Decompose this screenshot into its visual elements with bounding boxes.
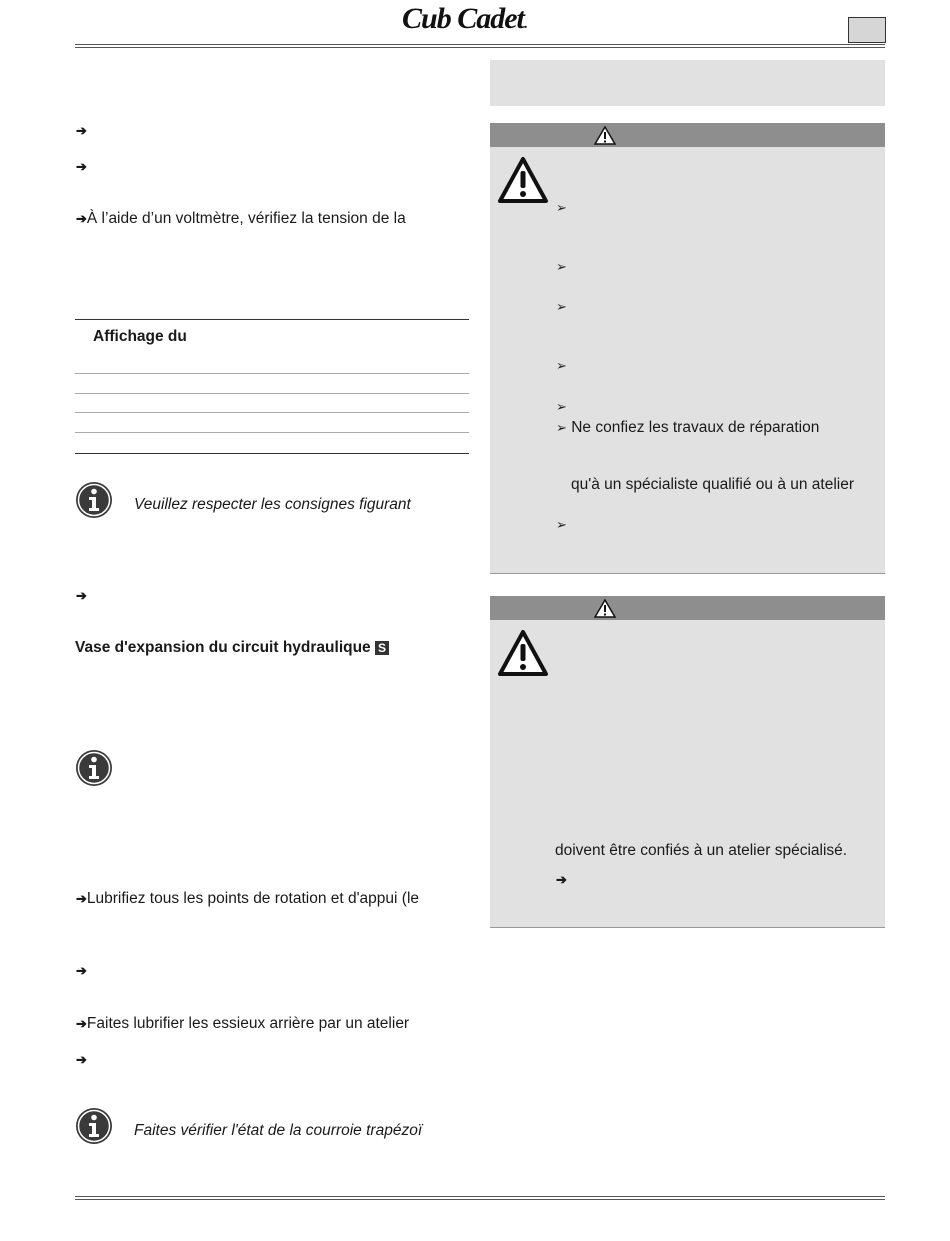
chevron-bullet-icon: ➢ [556,358,567,373]
warning-box-2 [490,619,885,927]
arrow-icon: ➔ [76,1016,87,1031]
table-top-rule [75,319,469,320]
footer-rule [75,1196,885,1197]
header-rule [75,44,885,45]
brand-logo: Cub Cadet. [402,2,527,35]
footer-rule-2 [75,1199,885,1200]
table-bottom-rule [75,453,469,454]
info-icon [75,1107,113,1145]
info-note-1: Veuillez respecter les consignes figurant [134,496,411,513]
warning-triangle-icon [497,629,549,677]
arrow-icon: ➔ [76,963,87,978]
instruction-voltmeter: ➔À l’aide d’un voltmètre, vérifiez la tension de la [76,210,406,227]
warning-header-2 [490,596,885,620]
title-box [490,60,885,106]
chevron-bullet-icon: ➢ [556,399,567,414]
warning-1-item: ➢ Ne confiez les travaux de réparation [556,419,820,436]
warning-header-1 [490,123,885,147]
table-row-divider [75,373,469,374]
table-row-divider [75,393,469,394]
chevron-bullet-icon: ➢ [556,299,567,314]
chevron-bullet-icon: ➢ [556,200,567,215]
instruction-lubricate: ➔Lubrifiez tous les points de rotation et d'appui (le [76,890,420,907]
warning-1-item-cont: qu'à un spécialiste qualifié ou à un atelier [571,476,855,493]
table-header: Affichage du [93,328,187,345]
section-badge: S [375,641,389,655]
warning-2-text: doivent être confiés à un atelier spécialisé. [555,842,848,859]
arrow-icon: ➔ [556,872,567,887]
chevron-bullet-icon: ➢ [556,259,567,274]
table-row-divider [75,432,469,433]
info-note-3: Faites vérifier l'état de la courroie trapézoï [134,1122,423,1139]
warning-box-1-rule [490,573,885,574]
arrow-icon: ➔ [76,588,87,603]
warning-triangle-icon [497,156,549,204]
arrow-icon: ➔ [76,1052,87,1067]
instruction-axles: ➔Faites lubrifier les essieux arrière par un atelier [76,1015,410,1032]
info-icon [75,749,113,787]
arrow-icon: ➔ [76,123,87,138]
warning-small-icon [594,126,616,145]
arrow-icon: ➔ [76,211,87,226]
page-number-box [848,17,886,43]
warning-box-1 [490,146,885,573]
chevron-bullet-icon: ➢ [556,517,567,532]
warning-small-icon [594,599,616,618]
header-rule-2 [75,47,885,48]
arrow-icon: ➔ [76,891,87,906]
chevron-bullet-icon: ➢ [556,420,567,435]
arrow-icon: ➔ [76,159,87,174]
section-title-hydraulic: Vase d'expansion du circuit hydraulique S [75,639,389,657]
warning-box-2-rule [490,927,885,928]
table-row-divider [75,412,469,413]
info-icon [75,481,113,519]
